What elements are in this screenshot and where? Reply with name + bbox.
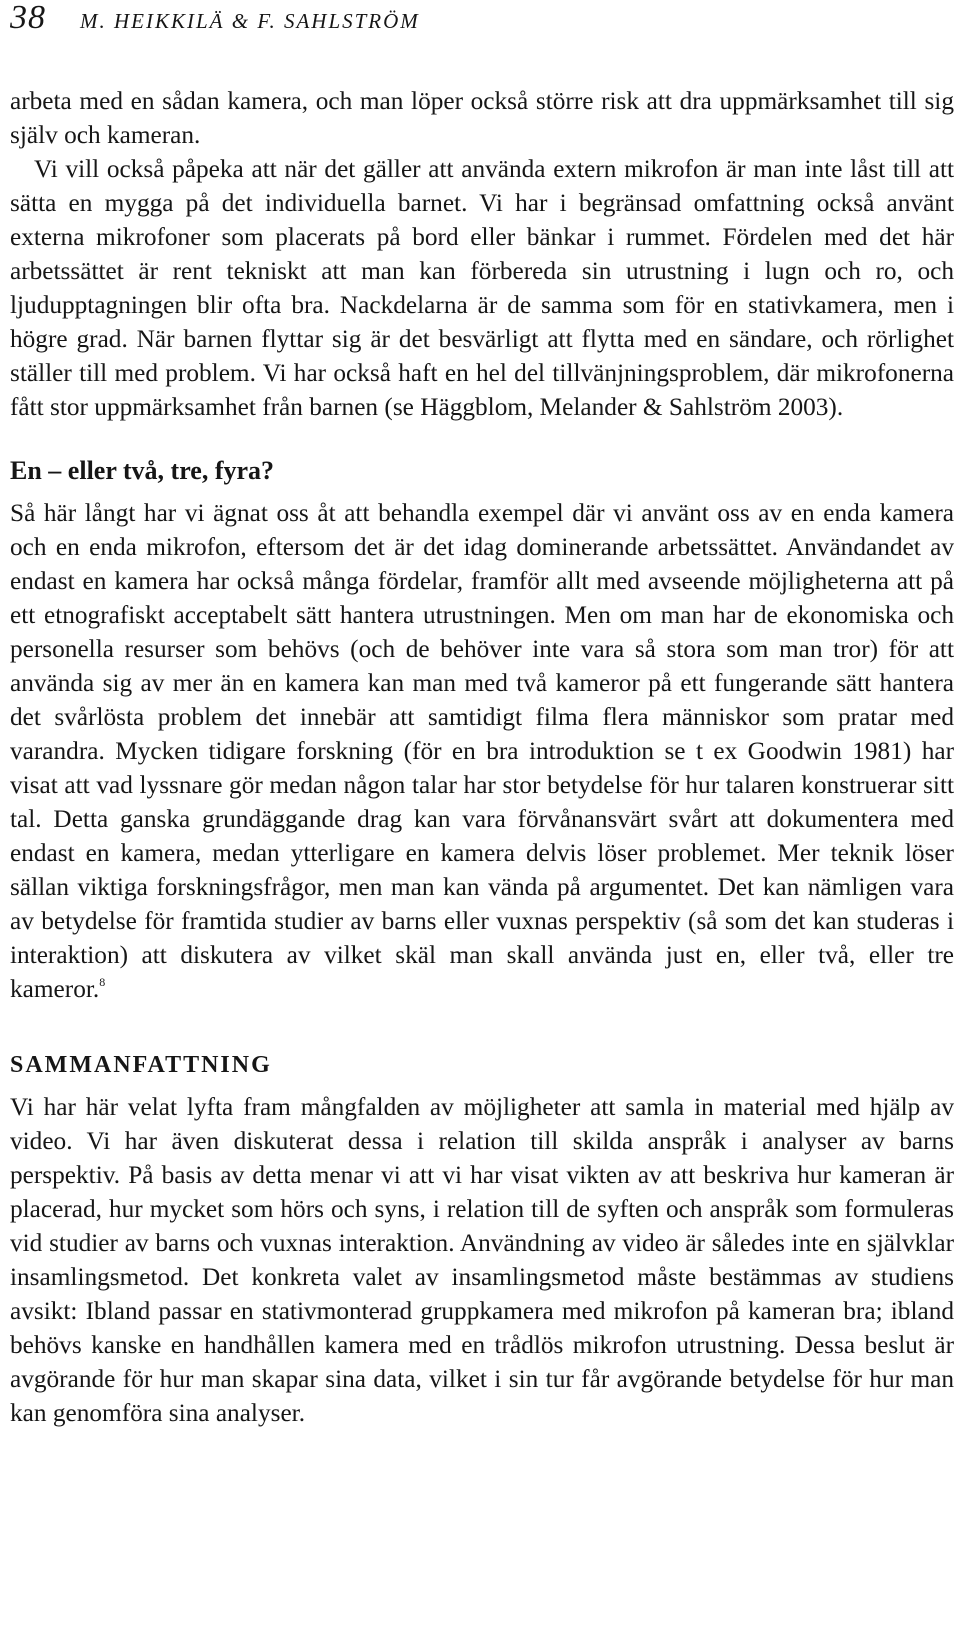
running-header-authors: M. HEIKKILÄ & F. SAHLSTRÖM [80,9,420,33]
paragraph-summary: Vi har här velat lyfta fram mångfalden av möjligheter att samla in material med hjälp av video. Vi har även diskuterat dessa i relation till skilda anspråk i analyser av barns perspektiv. På basis av detta menar vi att vi har visat vikten av att beskriva hur kameran är placerad, hur mycket som hörs och syns, i relation till de syften och anspråk som formuleras vid studier av barns och vuxnas interaktion. Användning av video är således inte en självklar insamlingsmetod. Det konkreta valet av insamlingsmetod måste bestämmas av studiens avsikt: Ibland passar en stativmonterad gruppkamera med mikrofon på kameran bra; ibland behövs kanske en handhållen kamera med en trådlös mikrofon utrustning. Dessa beslut är avgörande för hur man skapar sina data, vilket i sin tur får avgörande betydelse för hur man kan genomföra sina analyser. [10,1093,954,1427]
document-page [10,0,954,1430]
running-header [10,0,954,36]
paragraph-multiple-cameras [10,496,954,1006]
subheading-one-or-more-cameras: En – eller två, tre, fyra? [10,456,275,485]
section-heading-summary: SAMMANFATTNING [10,1052,272,1078]
paragraph-continued: arbeta med en sådan kamera, och man löper också större risk att dra uppmärksamhet till sig själv och kameran. [10,87,954,149]
footnote-marker: 8 [99,975,106,989]
paragraph-external-microphone: Vi vill också påpeka att när det gäller att använda extern mikrofon är man inte låst till att sätta en mygga på det individuella barnet. Vi har i begränsad omfattning också använt externa mikrofoner som placerats på bord eller bänkar i rummet. Fördelen med det här arbetssättet är rent tekniskt att man kan förbereda sin utrustning i lugn och ro, och ljudupptagningen blir ofta bra. Nackdelarna är de samma som för en stativkamera, men i högre grad. När barnen flyttar sig är det besvärligt att flytta med en sändare, och rörlighet ställer till med problem. Vi har också haft en hel del tillvänjningsproblem, där mikrofonerna fått stor uppmärksamhet från barnen (se Häggblom, Melander & Sahlström 2003). [10,155,954,421]
paragraph-multiple-cameras-text: Så här långt har vi ägnat oss åt att behandla exempel där vi använt oss av en enda kamera och en enda mikrofon, eftersom det är det idag dominerande arbetssättet. Användandet av endast en kamera har också många fördelar, framför allt med avseende möjligheterna att på ett etnografiskt acceptabelt sätt hantera utrustningen. Men om man har de ekonomiska och personella resurser som behövs (och de behöver inte vara så stora som man tror) för att använda sig av mer än en kamera kan man med två kameror på ett fungerande sätt hantera det svårlösta problem det innebär att samtidigt filma flera människor som pratar med varandra. Mycken tidigare forskning (för en bra introduktion se t ex Goodwin 1981) har visat att vad lyssnare gör medan någon talar har stor betydelse för hur talaren konstruerar sitt tal. Detta ganska grundäggande drag kan vara förvånansvärt svårt att dokumentera med endast en kamera, medan ytterligare en kamera delvis löser problemet. Mer teknik löser sällan viktiga forskningsfrågor, men man kan vända på argumentet. Det kan nämligen vara av betydelse för framtida studier av barns eller vuxnas perspektiv (så som det kan studeras i interaktion) att diskutera av vilket skäl man skall använda just en, eller två, eller tre kameror. [10,499,954,1003]
page-number: 38 [10,0,46,36]
